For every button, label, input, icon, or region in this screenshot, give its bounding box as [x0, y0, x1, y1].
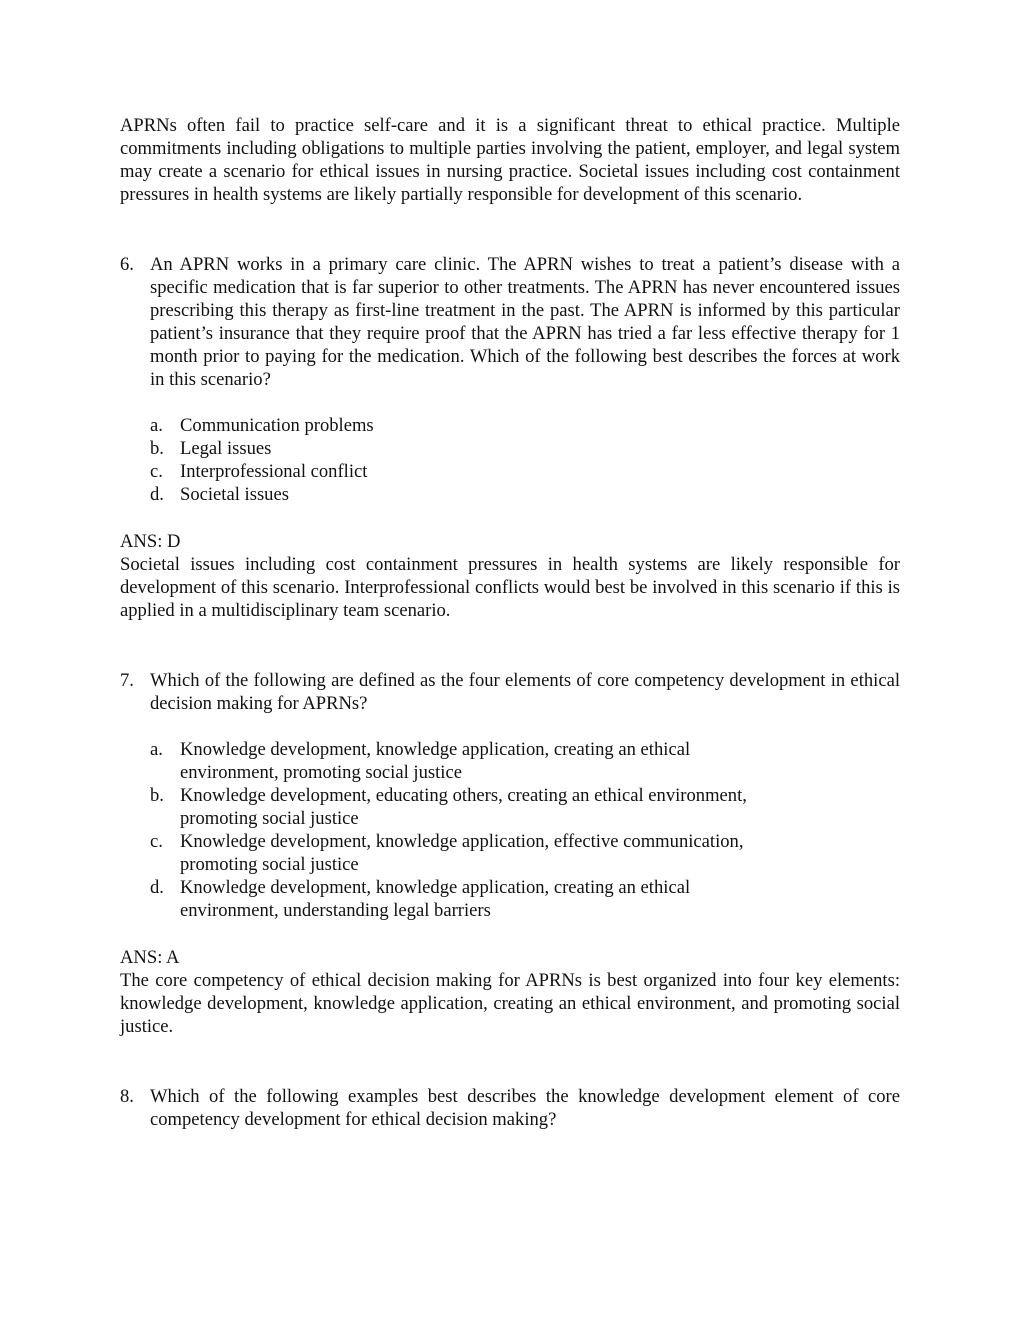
option-text-line-2: environment, understanding legal barriers [180, 900, 491, 921]
option-text-line-2: environment, promoting social justice [180, 762, 462, 783]
option-label: b. [150, 438, 164, 459]
answer-rationale: Societal issues including cost containment pressures in health systems are likely responsible for development of this scenario. Interprofessional conflicts would best be involved in this scenario if this is applied in a multidisciplinary team scenario. [120, 554, 900, 621]
option-text: Legal issues [180, 438, 272, 459]
option-label: a. [150, 739, 163, 760]
option-b [120, 784, 900, 830]
question-number: 6. [120, 254, 134, 275]
option-text-line-2: promoting social justice [180, 808, 359, 829]
intro-paragraph: APRNs often fail to practice self-care and it is a significant threat to ethical practice. Multiple commitments including obligations to multiple parties involving the patient, employer, and legal system may create a scenario for ethical issues in nursing practice. Societal issues including cost containment pressures in health systems are likely partially responsible for development of this scenario. [120, 115, 900, 205]
question-text [120, 253, 900, 391]
question-8 [120, 1085, 900, 1131]
question-6 [120, 253, 900, 622]
option-text: Interprofessional conflict [180, 461, 368, 482]
option-c [120, 460, 900, 483]
option-text: Communication problems [180, 415, 374, 436]
option-label: d. [150, 484, 164, 505]
option-text-line-1: Knowledge development, knowledge application, creating an ethical [180, 739, 691, 760]
answer-rationale: The core competency of ethical decision making for APRNs is best organized into four key elements: knowledge development, knowledge application, creating an ethical environment, and promoting social justice. [120, 970, 900, 1037]
question-stem: Which of the following examples best describes the knowledge development element of core competency development for ethical decision making? [150, 1086, 900, 1130]
answer-key: ANS: D [120, 531, 181, 552]
answer-key: ANS: A [120, 947, 180, 968]
option-d [120, 876, 900, 922]
question-stem: An APRN works in a primary care clinic. The APRN wishes to treat a patient’s disease with a specific medication that is far superior to other treatments. The APRN has never encountered issues prescribing this therapy as first-line treatment in the past. The APRN is informed by this particular patient’s insurance that they require proof that the APRN has tried a far less effective therapy for 1 month prior to paying for the medication. Which of the following best describes the forces at work in this scenario? [150, 254, 900, 390]
answer-options [120, 738, 900, 922]
option-c [120, 830, 900, 876]
question-stem: Which of the following are defined as the four elements of core competency development in ethical decision making for APRNs? [150, 670, 900, 714]
option-d [120, 483, 900, 506]
question-text [120, 1085, 900, 1131]
option-b [120, 437, 900, 460]
option-a [120, 738, 900, 784]
question-number: 8. [120, 1086, 134, 1107]
option-label: b. [150, 785, 164, 806]
option-label: c. [150, 461, 163, 482]
option-label: d. [150, 877, 164, 898]
question-number: 7. [120, 670, 134, 691]
option-text: Societal issues [180, 484, 289, 505]
option-text-line-1: Knowledge development, knowledge application, creating an ethical [180, 877, 691, 898]
option-text-line-2: promoting social justice [180, 854, 359, 875]
option-a [120, 414, 900, 437]
option-text-line-1: Knowledge development, knowledge application, effective communication, [180, 831, 744, 852]
document-page [120, 114, 900, 1131]
question-7 [120, 669, 900, 1038]
option-text-line-1: Knowledge development, educating others, creating an ethical environment, [180, 785, 747, 806]
answer-options [120, 414, 900, 506]
option-label: a. [150, 415, 163, 436]
question-text [120, 669, 900, 715]
option-label: c. [150, 831, 163, 852]
